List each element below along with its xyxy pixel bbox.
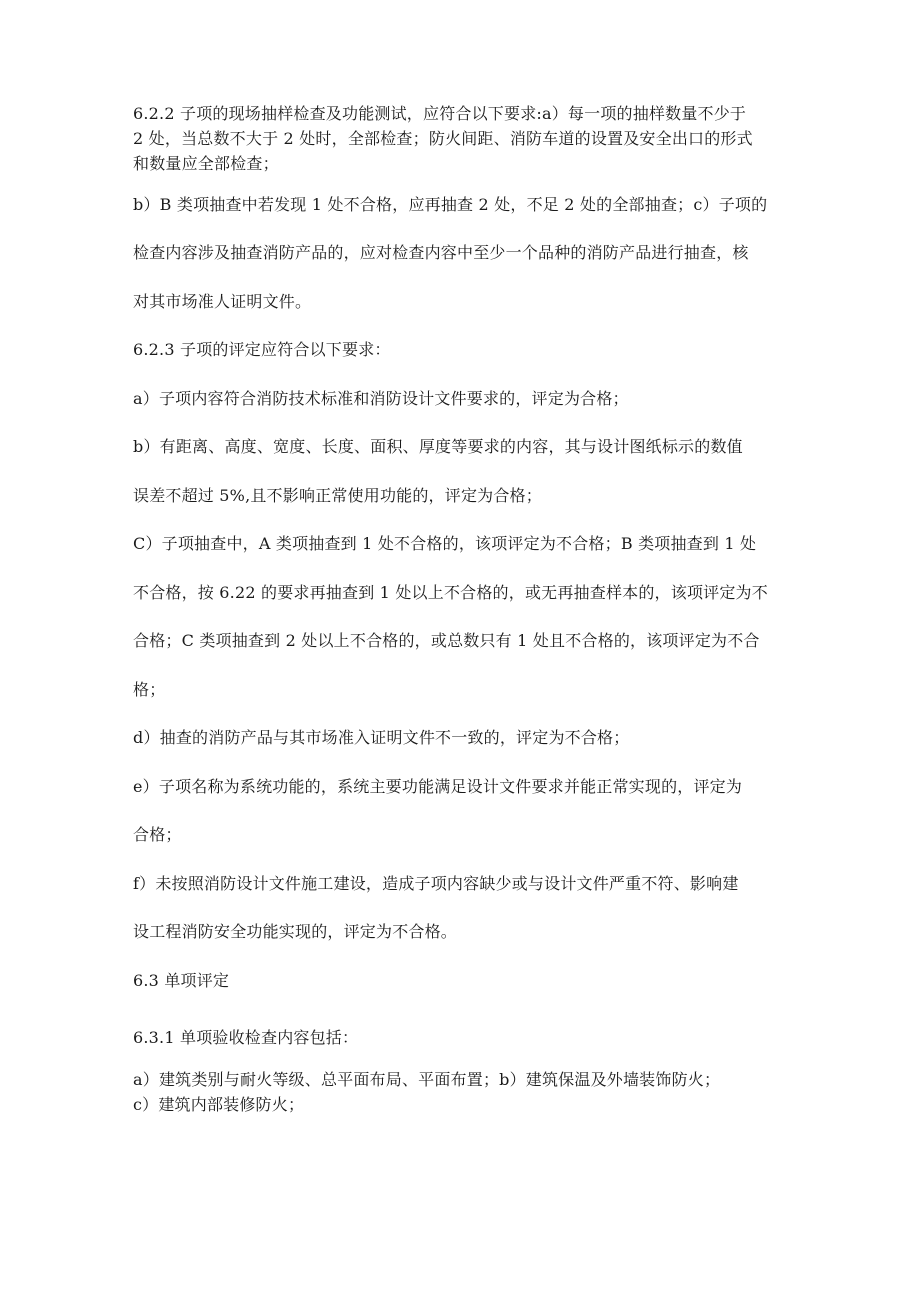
- text-line: b）B 类项抽查中若发现 1 处不合格，应再抽查 2 处，不足 2 处的全部抽查；c）子项的: [133, 195, 768, 214]
- text-line: 合格；: [133, 825, 182, 844]
- text-line: 误差不超过 5%,且不影响正常使用功能的，评定为合格；: [133, 486, 542, 505]
- section-heading: 6.3.1 单项验收检查内容包括：: [133, 1028, 359, 1047]
- text-line: a）建筑类别与耐火等级、总平面布局、平面布置；b）建筑保温及外墙装饰防火；: [133, 1070, 721, 1089]
- text-line: 对其市场准人证明文件。: [133, 292, 312, 311]
- text-line: 2 处，当总数不大于 2 处时，全部检查；防火间距、消防车道的设置及安全出口的形式: [133, 129, 753, 148]
- text-line: a）子项内容符合消防技术标准和消防设计文件要求的，评定为合格；: [133, 389, 629, 408]
- text-line: d）抽查的消防产品与其市场准入证明文件不一致的，评定为不合格；: [133, 728, 630, 747]
- text-line: 和数量应全部检查；: [133, 154, 279, 173]
- text-line: C）子项抽查中，A 类项抽查到 1 处不合格的，该项评定为不合格；B 类项抽查到 1 处: [133, 534, 757, 553]
- text-line: f）未按照消防设计文件施工建设，造成子项内容缺少或与设计文件严重不符、影响建: [133, 874, 739, 893]
- text-line: e）子项名称为系统功能的，系统主要功能满足设计文件要求并能正常实现的，评定为: [133, 777, 743, 796]
- text-line: 不合格，按 6.22 的要求再抽查到 1 处以上不合格的，或无再抽查样本的，该项评定为不: [133, 583, 768, 602]
- text-line: 格；: [133, 680, 166, 699]
- text-line: 检查内容涉及抽查消防产品的，应对检查内容中至少一个品种的消防产品进行抽查，核: [133, 243, 749, 262]
- section-heading: 6.2.3 子项的评定应符合以下要求：: [133, 340, 391, 359]
- text-line: 合格；C 类项抽查到 2 处以上不合格的，或总数只有 1 处且不合格的，该项评定为不合: [133, 631, 760, 650]
- text-line: 6.2.2 子项的现场抽样检查及功能测试，应符合以下要求:a）每一项的抽样数量不少于: [133, 104, 747, 123]
- section-heading: 6.3 单项评定: [133, 971, 230, 990]
- text-line: b）有距离、高度、宽度、长度、面积、厚度等要求的内容，其与设计图纸标示的数值: [133, 437, 743, 456]
- text-line: 设工程消防安全功能实现的，评定为不合格。: [133, 922, 458, 941]
- text-line: c）建筑内部装修防火；: [133, 1095, 305, 1114]
